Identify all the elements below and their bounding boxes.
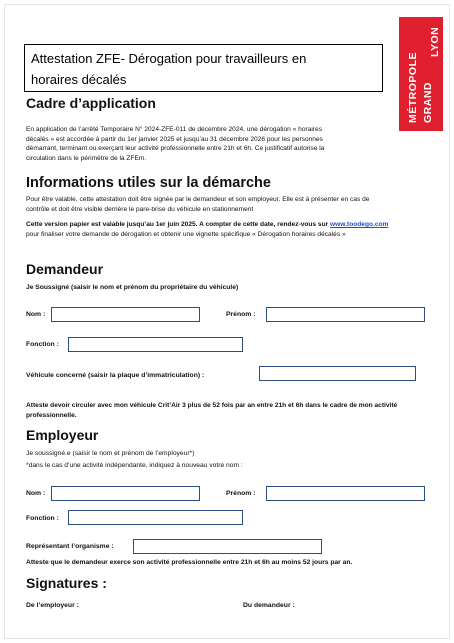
employeur-note: *dans le cas d’une activité indépendante, indiquez à nouveau votre nom :: [26, 462, 243, 469]
demandeur-attestation-line: Atteste devoir circuler avec mon véhicule Crit’Air 3 plus de 52 fois par an entre 21h et 6h dans le cadre de mon activité: [26, 402, 398, 409]
infos-line: Cette version papier est valable jusqu’au 1er juin 2025. A compter de cette date, rendez-vous sur: [26, 221, 331, 228]
demandeur-prenom-label: Prénom :: [226, 311, 256, 318]
signature-demandeur-label: Du demandeur :: [243, 602, 295, 609]
employeur-attestation: Atteste que le demandeur exerce son activité professionnelle entre 21h et 6h au moins 52 jours par an.: [26, 559, 353, 566]
section-heading-cadre: Cadre d’application: [26, 95, 156, 111]
section-heading-signatures: Signatures :: [26, 575, 107, 591]
section-heading-employeur: Employeur: [26, 427, 99, 443]
document-title: [24, 44, 383, 92]
demandeur-fonction-field[interactable]: [68, 337, 243, 352]
vehicule-label: Véhicule concerné (saisir la plaque d’immatriculation) :: [26, 372, 205, 379]
employeur-fonction-label: Fonction :: [26, 515, 59, 522]
infos-line: pour finaliser votre demande de dérogation et obtenir une vignette spécifique « Dérogation horaires décalés »: [26, 230, 346, 238]
cadre-line: décalés » est accordée à partir du 1er janvier 2025 et jusqu’au 31 décembre 2026 pour les personnes: [26, 135, 323, 143]
title-line-2: horaires décalés: [31, 72, 127, 87]
infos-line: contrôle et doit être visible derrière le pare-brise du véhicule en stationnement: [26, 205, 254, 213]
representant-field[interactable]: [133, 539, 322, 554]
vehicule-plate-field[interactable]: [259, 366, 416, 381]
cadre-line: démarrant, terminant ou exerçant leur activité professionnelle entre 21h et 6h. Ce justificatif autorise la: [26, 145, 325, 153]
logo-word-lyon: LYON: [429, 26, 441, 57]
infos-paragraph-1: [26, 195, 426, 214]
demandeur-intro: Je Soussigné (saisir le nom et prénom du propriétaire du véhicule): [26, 284, 239, 291]
infos-paragraph-2: [26, 220, 426, 239]
demandeur-fonction-label: Fonction :: [26, 341, 59, 348]
employeur-fonction-field[interactable]: [68, 510, 243, 525]
demandeur-attestation: [26, 401, 430, 420]
employeur-prenom-field[interactable]: [266, 486, 425, 501]
metropole-grand-lyon-logo: [399, 17, 443, 131]
title-line-1: Attestation ZFE- Dérogation pour travailleurs en: [31, 51, 307, 66]
employeur-prenom-label: Prénom :: [226, 490, 256, 497]
cadre-line: En application de l’arrêté Temporaire N° 2024-ZFE-011 de décembre 2024, une dérogation « horaires: [26, 126, 322, 133]
representant-label: Représentant l’organisme :: [26, 543, 114, 550]
demandeur-nom-field[interactable]: [51, 307, 200, 322]
employeur-intro: Je soussigné.e (saisir le nom et prénom de l’employeur*): [26, 450, 195, 457]
cadre-paragraph: [26, 125, 424, 164]
cadre-line: circulation dans le périmètre de la ZFEm.: [26, 155, 147, 163]
logo-word-metropole: MÉTROPOLE: [407, 51, 419, 123]
logo-word-grand: GRAND: [422, 82, 434, 123]
infos-line: Pour être valable, cette attestation doit être signée par le demandeur et son employeur. Elle est à présenter en cas de: [26, 196, 370, 203]
toodego-link[interactable]: www.toodego.com: [330, 221, 389, 228]
demandeur-prenom-field[interactable]: [266, 307, 425, 322]
demandeur-attestation-line: professionnelle.: [26, 411, 77, 419]
demandeur-nom-label: Nom :: [26, 311, 46, 318]
employeur-nom-label: Nom :: [26, 490, 46, 497]
employeur-nom-field[interactable]: [51, 486, 200, 501]
section-heading-infos: Informations utiles sur la démarche: [26, 175, 271, 191]
section-heading-demandeur: Demandeur: [26, 261, 104, 277]
signature-employeur-label: De l’employeur :: [26, 602, 79, 609]
